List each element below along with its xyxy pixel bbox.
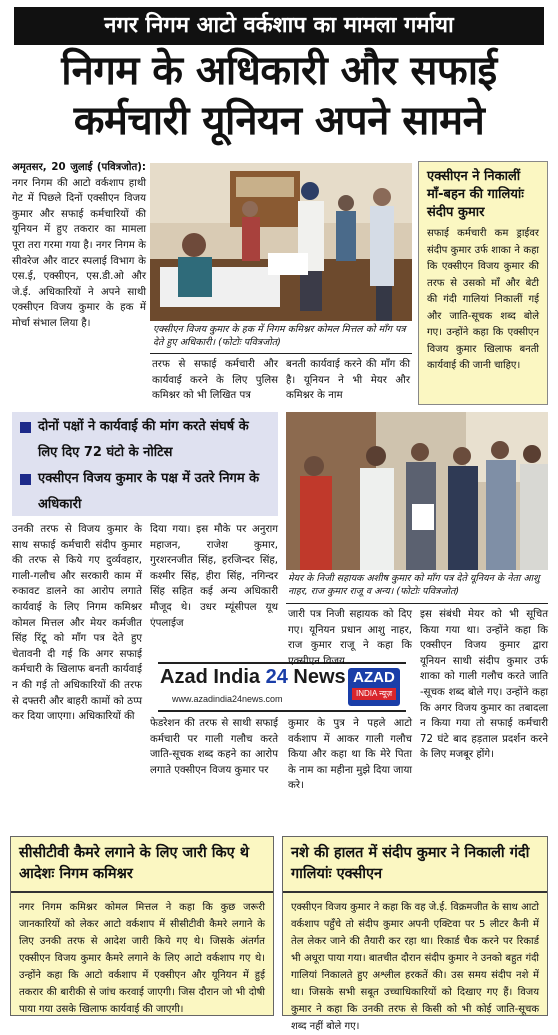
mid-text-a: तरफ से सफाई कर्मचारी और कार्यवाई करने के लिए पुलिस कमिश्नर को भी लिखित पत्र	[152, 359, 278, 402]
body-col-d: इस संबंधी मेयर को भी सूचित किया गया था। उन्होंने कहा कि एक्सीएन विजय कुमार द्वारा यूनियन साथी संदीप कुमार उर्फ शाका को गाली गलौच करते जाति -सूचक शब्द बोले गए। उन्होंने कहा कि अगर विजय कुमार का तबादला न किया गया तो सफाई कर्मचारी 72 घंटे बाद हड़ताल प्रदर्शन करने के लिए मजबूर होंगे।	[420, 609, 548, 761]
dateline: अमृतसर, 20 जुलाई	[12, 162, 93, 173]
photo2-caption: मेयर के निजी सहायक अशीष कुमार को माँग पत्र देते यूनियन के नेता आशु नाहर, राज कुमार राजू व अन्य। (फोटोः पवित्रजोत)	[288, 573, 540, 597]
sidebar-box	[418, 161, 548, 405]
bullet-square-icon	[20, 422, 31, 433]
sidebar-heading: एक्सीएन ने निकालीं माँ-बहन की गालियांः संदीप कुमार	[427, 169, 524, 220]
headline-line-2: कर्मचारी यूनियन अपने सामने	[73, 98, 485, 144]
body-left-column: उनकी तरफ से विजय कुमार के साथ सफाई कर्मचारी संदीप कुमार की तरफ से किये गए दुर्व्यवहार, गाली-गलौच और सरकारी काम में रुकावट डालने का आरोप लगाते कार्यवाई के लिए निगम कमिश्नर कोमल मित्तल और मेयर कर्मजीत सिंह रिंटू को माँग पत्र देते हुए चेतावनी दी गई कि अगर सफाई कर्मचारी के खिलाफ बनती कार्यवाई न की गई तो अधिकारियों की तरफ से दफ्तरी और बाहरी कामों को ठप्प कर दिया जाएगा। अधिकारियों की	[12, 524, 142, 723]
sidebar-body: सफाई कर्मचारी कम ड्राईवर संदीप कुमार उर्फ शाका ने कहा कि एक्सीएन विजय कुमार की तरफ से उसको माँ और बेटी की गंदी गालियां निकालीं गई और जाति-सूचक शब्द बोले गए। उन्होंने कहा कि एक्सीएन विजय कुमार खिलाफ बनती कार्यवाई की जानी चाहिए।	[427, 228, 539, 371]
box-commissioner	[10, 836, 274, 1016]
brand-strip	[158, 662, 406, 712]
body-mid-column-2: फेडरेशन की तरफ से साथी सफाई कर्मचारी पर गाली गलौच करते जाति-सूचक शब्द कहने का आरोप लगाते एक्सीएन विजय कुमार पर	[150, 718, 278, 776]
mid-text-b: बनती कार्यवाई करने की माँग की है। यूनियन ने भी मेयर और कमिश्नर के नाम	[286, 359, 410, 402]
highlight-item: एक्सीएन विजय कुमार के पक्ष में उतरे निगम के अधिकारी	[12, 466, 278, 518]
lead-column	[12, 160, 146, 400]
box-commissioner-body: नगर निगम कमिश्नर कोमल मित्तल ने कहा कि कुछ जरूरी जानकारियों को लेकर आटो वर्कशाप में सीसीटीवी कैमरे लगाने के लिए उनकी तरफ से आदेश जारी किये गए थे। जिसके अंतर्गत एक्सीएन विजय कुमार कैमरे लगाने के लिए आटो वर्कशाप गए थे। उन्होंने कहा कि आटो वर्कशाप में एक्सीएन और यूनियन में हुई तकरार की बारीकी से जांच करवाई जाएगी। जिस दौरान जो भी दोषी पाया गया उसके खिलाफ कार्यवाई की जाएगी।	[19, 902, 265, 1015]
headline	[8, 46, 550, 146]
photo-officials	[150, 163, 412, 321]
brand-url: www.azadindia24news.com	[172, 694, 283, 704]
box-xen-heading: नशे की हालत में संदीप कुमार ने निकाली गंदी गालियांः एक्सीएन	[283, 837, 547, 893]
brand-name: Azad India 24 News	[160, 666, 346, 688]
headline-line-1: निगम के अधिकारी और सफाई	[61, 48, 497, 94]
credit: (पवित्रजोत):	[96, 162, 146, 173]
kicker-band: नगर निगम आटो वर्कशाप का मामला गर्माया	[14, 7, 544, 45]
photo1-caption: एक्सीएन विजय कुमार के हक में निगम कमिश्नर कोमल मित्तल को माँग पत्र देते हुए अधिकारी। (फोटोः पवित्रजोत)	[153, 324, 406, 348]
box-xen-body: एक्सीएन विजय कुमार ने कहा कि वह जे.ई. विक्रमजीत के साथ आटो वर्कशाप पहुँचे तो संदीप कुमार अपनी एक्टिवा पर 5 लीटर कैनी में तेल लेकर जाने की तैयारी कर रहा था। रिकार्ड चैक करने पर रिकार्ड भी अधूरा पाया गया। बातचीत दौरान संदीप कुमार ने उनको बहुत गंदी गालियां निकालते हुए अश्लील हरकतें की। उस समय संदीप नशे में था। जिसके सभी सबूत उच्चाधिकारियों को दिखाए गए हैं। विजय कुमार ने कहा कि उनकी तरफ से किसी को भी कोई जाति-सूचक शब्द नहीं बोले गए।	[291, 902, 539, 1032]
divider	[286, 603, 548, 604]
body-mid-column: दिया गया। इस मौके पर अनुराग महाजन, राजेश कुमार, गुरशरनजीत सिंह, हरजिन्दर सिंह, कश्मीर सिंह, हीरा सिंह, नगिन्दर सिंह सहित कई अन्य अधिकारी मौजूद थे। उधर म्यूंसीपल यूथ एंपलाईज	[150, 524, 278, 629]
box-commissioner-heading: सीसीटीवी कैमरे लगाने के लिए जारी किए थे आदेशः निगम कमिश्नर	[11, 837, 273, 893]
bullet-square-icon	[20, 474, 31, 485]
brand-logo-icon: AZAD INDIA न्यूज़	[348, 668, 400, 706]
highlights-box	[12, 412, 278, 516]
body-col-c-2: कुमार के पुत्र ने पहले आटो वर्कशाप में आकर गाली गलौच किया और कहा था कि मेरे पिता के नाम का महीना मुझे दिया जाया करे।	[288, 718, 412, 792]
lead-text: नगर निगम की आटो वर्कशाप हाथी गेट में पिछले दिनों एक्सीएन विजय कुमार और सफाई कर्मचारियों की यूनियन में हुए तकरार का मामला पूरा तरा गरमा गया है। नगर निगम के सीवरेज और वाटर स्पलाई विभाग के एस.ई, एक्सीएन, एस.डी.ओ और जे.ई. अधिकारियों ने अपने साथी एक्सीएन विजय कुमार के हक में मोर्चा संभाल लिया है।	[12, 177, 146, 329]
box-xen	[282, 836, 548, 1032]
photo-union-leaders	[286, 412, 548, 570]
highlight-item: दोनों पक्षों ने कार्यवाई की मांग करते संघर्ष के लिए दिए 72 घंटो के नोटिस	[12, 414, 278, 466]
divider	[150, 353, 412, 354]
body-col-c: जारी पत्र निजी सहायक को दिए गए। यूनियन प्रधान आशु नाहर, राज कुमार राजू ने कहा कि एक्सीएन विजय	[288, 609, 412, 667]
